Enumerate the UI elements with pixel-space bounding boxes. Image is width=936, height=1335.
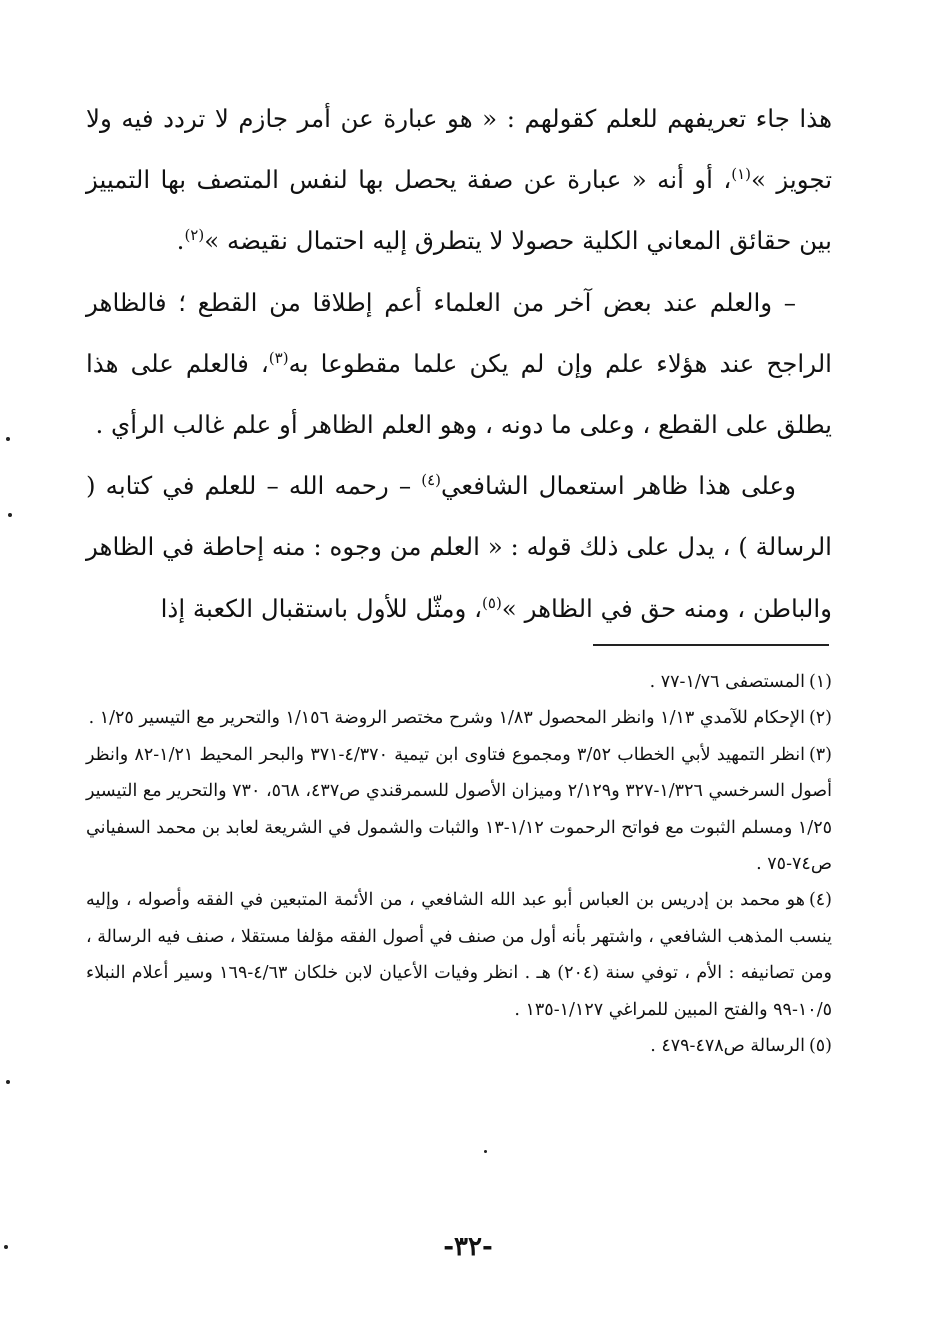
footnote-number: (٢) [808, 708, 832, 729]
body-text-run: – والعلم عند بعض آخر من العلماء أعم إطلاقا من القطع ؛ فالظاهر الراجح عند هؤلاء علم وإن لم يكن علما مقطوعا به [86, 287, 832, 378]
scan-speck [6, 437, 10, 441]
footnote [86, 664, 832, 700]
body-text-run: . [176, 226, 185, 256]
body-text-run: هذا جاء تعريفهم للعلم كقولهم : « هو عبارة عن أمر جازم لا تردد فيه ولا تجويز » [86, 104, 833, 195]
footnote-text: الرسالة ص٤٧٨-٤٧٩ . [650, 1036, 805, 1057]
page-number: -٣٢- [443, 1232, 493, 1262]
footnote-text: انظر التمهيد لأبي الخطاب ٣/٥٢ ومجموع فتاوى ابن تيمية ٤/٣٧٠-٣٧١ والبحر المحيط ١/٢١-٨٢ وانظر أصول السرخسي ١/٣٢٦-٣٢٧ و٢/١٢٩ وميزان الأصول للسمرقندي ص٤٣٧، ٥٦٨، ٧٣٠ والتحرير مع التيسير ١/٢٥ ومسلم الثبوت مع فواتح الرحموت ١/١٢-١٣ والثبات والشمول في الشريعة لعابد بن محمد السفياني ص٧٤-٧٥ . [86, 744, 833, 875]
footnote-reference: (١) [731, 165, 752, 184]
footnote-number: (٥) [808, 1036, 832, 1057]
footnote-number: (٣) [808, 744, 832, 765]
footnote-reference: (٥) [482, 593, 502, 612]
scan-speck [4, 1245, 8, 1249]
footnote [86, 737, 832, 883]
body-text-run: ، أو أنه « عبارة عن صفة يحصل بها لنفس المتصف بها التمييز بين حقائق المعاني الكلية حصولا لا يتطرق إليه احتمال نقيضه » [86, 165, 832, 256]
scan-speck [8, 513, 12, 517]
scan-speck [6, 1080, 10, 1084]
scan-speck [484, 1150, 487, 1153]
footnote [86, 700, 832, 736]
body-paragraph [86, 272, 832, 456]
body-paragraph [86, 455, 832, 639]
footnote-reference: (٤) [421, 471, 442, 490]
body-paragraph [86, 88, 832, 272]
footnote [86, 1028, 832, 1064]
footnote-text: الإحكام للآمدي ١/١٣ وانظر المحصول ١/٨٣ وشرح مختصر الروضة ١/١٥٦ والتحرير مع التيسير ١/٢٥ . [88, 708, 805, 729]
footnote-number: (٤) [808, 890, 832, 911]
footnote [86, 882, 832, 1028]
footnote-reference: (٢) [184, 226, 205, 245]
footnote-number: (١) [808, 672, 832, 692]
body-text-run: ، فالعلم على هذا يطلق على القطع ، وعلى ما دونه ، وهو العلم الظاهر أو علم غالب الرأي . [86, 348, 832, 440]
main-text [86, 88, 832, 639]
body-text-run: وعلى هذا ظاهر استعمال الشافعي [441, 471, 796, 501]
body-text-run: – رحمه الله – للعلم في كتابه ( الرسالة ) ، يدل على ذلك قوله : « العلم من وجوه : منه إحاطة في الظاهر والباطن ، ومنه حق في الظاهر » [86, 471, 832, 623]
footnote-reference: (٣) [268, 348, 289, 367]
body-text-run: ، ومثّل للأول باستقبال الكعبة إذا [160, 593, 483, 623]
footnote-separator [593, 644, 829, 646]
footnote-text: المستصفى ١/٧٦-٧٧ . [649, 672, 805, 692]
footnote-text: هو محمد بن إدريس بن العباس أبو عبد الله الشافعي ، من الأئمة المتبعين في الفقه وأصوله ، وإليه ينسب المذهب الشافعي ، واشتهر بأنه أول من صنف في أصول الفقه مؤلفا مستقلا ، صنف فيه الرسالة ، ومن تصانيفه : الأم ، توفي سنة (٢٠٤) هـ . انظر وفيات الأعيان لابن خلكان ٤/٦٣-١٦٩ وسير أعلام النبلاء ١٠/٥-٩٩ والفتح المبين للمراغي ١/١٢٧-١٣٥ . [86, 890, 832, 1020]
footnotes [86, 664, 832, 1064]
